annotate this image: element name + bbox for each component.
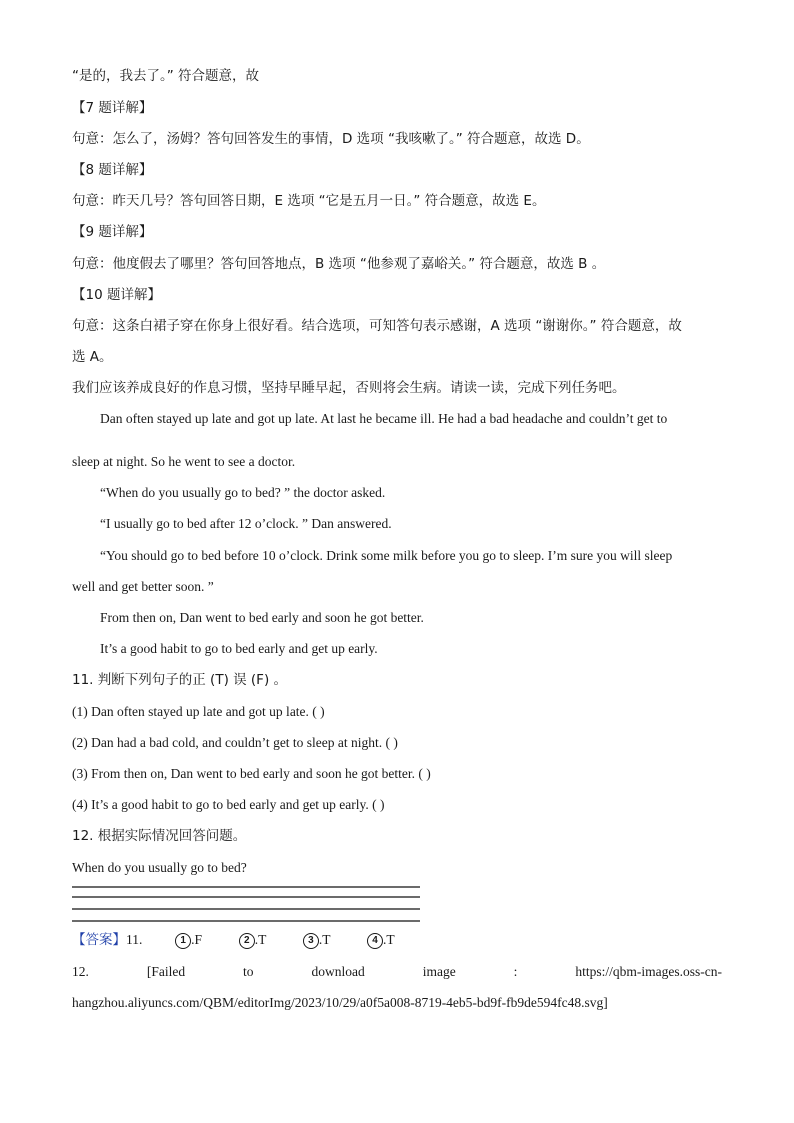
answer-item-3: 3 .T <box>303 932 330 947</box>
answer-writing-line <box>72 920 420 922</box>
question-12-title: 12. 根据实际情况回答问题。 <box>72 828 247 844</box>
reading-intro: 我们应该养成良好的作息习惯，坚持早睡早起，否则将会生病。请读一读，完成下列任务吧。 <box>72 380 626 396</box>
answer-key-line <box>72 930 395 950</box>
answer-writing-line <box>72 908 420 910</box>
passage-line: well and get better soon. ” <box>72 579 214 594</box>
section-heading-7: 【7 题详解】 <box>72 100 153 116</box>
passage-line: “You should go to bed before 10 o’clock. Drink some milk before you go to sleep. I’m sure you will sleep <box>100 548 673 563</box>
passage-line: It’s a good habit to go to bed early and get up early. <box>100 641 378 656</box>
answer-number: 11. <box>126 932 143 947</box>
passage-line: “I usually go to bed after 12 o’clock. ” Dan answered. <box>100 516 392 531</box>
passage-line: Dan often stayed up late and got up late. At last he became ill. He had a bad headache and couldn’t get to <box>100 411 668 426</box>
answer-item-1: 1 .F <box>175 932 202 947</box>
question-12-prompt: When do you usually go to bed? <box>72 860 247 875</box>
explanation-7: 句意：怎么了，汤姆？答句回答发生的事情，D 选项 “我咳嗽了。” 符合题意，故选 D。 <box>72 131 590 147</box>
question-11-item: (1) Dan often stayed up late and got up late. ( ) <box>72 704 325 719</box>
circled-number-4: 4 <box>367 933 383 949</box>
question-11-item: (2) Dan had a bad cold, and couldn’t get to sleep at night. ( ) <box>72 735 398 750</box>
passage-line: “When do you usually go to bed? ” the doctor asked. <box>100 485 386 500</box>
answer-writing-line <box>72 896 420 898</box>
answer-item-2: 2 .T <box>239 932 266 947</box>
answer-writing-line <box>72 886 420 888</box>
circled-number-3: 3 <box>303 933 319 949</box>
explanation-9: 句意：他度假去了哪里？答句回答地点，B 选项 “他参观了嘉峪关。” 符合题意，故选 B 。 <box>72 256 606 272</box>
circled-number-1: 1 <box>175 933 191 949</box>
explanation-10-line1: 句意：这条白裙子穿在你身上很好看。结合选项，可知答句表示感谢，A 选项 “谢谢你。” 符合题意，故 <box>72 318 682 334</box>
section-heading-10: 【10 题详解】 <box>72 287 161 303</box>
explanation-10-line2: 选 A。 <box>72 349 113 365</box>
explanation-line: “是的，我去了。” 符合题意，故 <box>72 68 260 84</box>
answer-12-line1: 12. [Failed to download image : https://qbm-images.oss-cn- <box>72 964 722 979</box>
answer-item-4: 4 .T <box>367 932 395 947</box>
question-11-title: 11. 判断下列句子的正 (T) 误 (F) 。 <box>72 672 288 688</box>
section-heading-8: 【8 题详解】 <box>72 162 153 178</box>
passage-line: From then on, Dan went to bed early and soon he got better. <box>100 610 424 625</box>
explanation-8: 句意：昨天几号？答句回答日期，E 选项 “它是五月一日。” 符合题意，故选 E。 <box>72 193 546 209</box>
question-11-item: (4) It’s a good habit to go to bed early and get up early. ( ) <box>72 797 385 812</box>
question-11-item: (3) From then on, Dan went to bed early and soon he got better. ( ) <box>72 766 431 781</box>
answer-12-line2: hangzhou.aliyuncs.com/QBM/editorImg/2023/10/29/a0f5a008-8719-4eb5-bd9f-fb9de594fc48.svg] <box>72 995 608 1010</box>
circled-number-2: 2 <box>239 933 255 949</box>
passage-line: sleep at night. So he went to see a doctor. <box>72 454 296 469</box>
answer-label: 【答案】 <box>72 932 126 948</box>
section-heading-9: 【9 题详解】 <box>72 224 153 240</box>
